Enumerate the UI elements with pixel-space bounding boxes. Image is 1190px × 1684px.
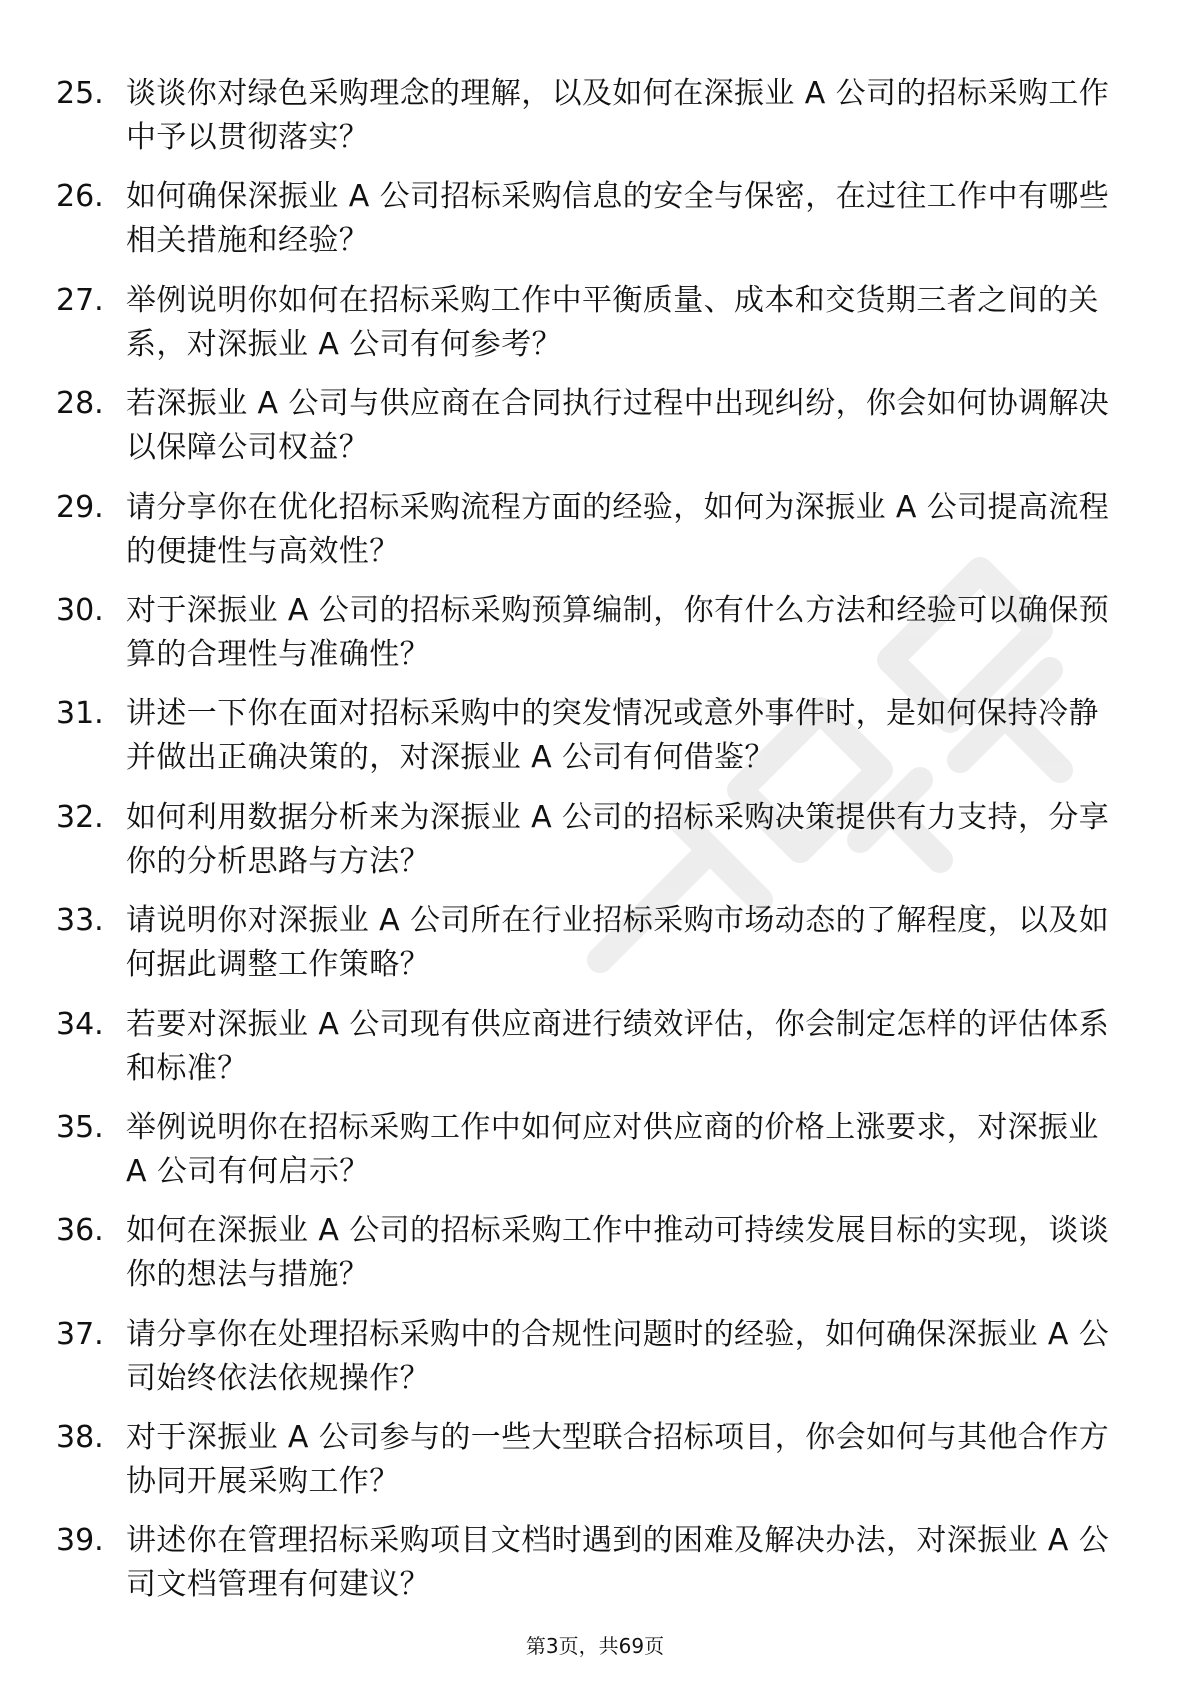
question-item [56, 692, 1116, 795]
question-number: 34. [56, 1006, 104, 1042]
question-text: 讲述一下你在面对招标采购中的突发情况或意外事件时，是如何保持冷静并做出正确决策的，对深振业 A 公司有何借鉴？ [126, 696, 1099, 776]
question-item [56, 589, 1116, 692]
question-text: 对于深振业 A 公司参与的一些大型联合招标项目，你会如何与其他合作方协同开展采购工作？ [126, 1420, 1110, 1500]
question-text: 谈谈你对绿色采购理念的理解，以及如何在深振业 A 公司的招标采购工作中予以贯彻落实？ [126, 76, 1110, 155]
question-text: 举例说明你在招标采购工作中如何应对供应商的价格上涨要求，对深振业 A 公司有何启示？ [126, 1109, 1099, 1189]
question-number: 30. [56, 592, 104, 628]
question-item [56, 486, 1116, 589]
question-item [56, 175, 1116, 278]
question-number: 27. [56, 282, 104, 318]
question-item [56, 382, 1116, 485]
question-text: 如何确保深振业 A 公司招标采购信息的安全与保密，在过往工作中有哪些相关措施和经验？ [126, 179, 1110, 259]
question-number: 32. [56, 799, 104, 835]
question-item [56, 1003, 1116, 1106]
question-text: 若要对深振业 A 公司现有供应商进行绩效评估，你会制定怎样的评估体系和标准？ [126, 1006, 1110, 1086]
question-item [56, 72, 1116, 175]
question-text: 请分享你在优化招标采购流程方面的经验，如何为深振业 A 公司提高流程的便捷性与高效性？ [126, 489, 1110, 569]
question-item [56, 1416, 1116, 1519]
question-number: 31. [56, 696, 104, 732]
question-text: 如何利用数据分析来为深振业 A 公司的招标采购决策提供有力支持，分享你的分析思路与方法？ [126, 799, 1110, 879]
question-number: 33. [56, 903, 104, 939]
question-number: 26. [56, 179, 104, 215]
question-text: 请分享你在处理招标采购中的合规性问题时的经验，如何确保深振业 A 公司始终依法依规操作？ [126, 1316, 1110, 1396]
question-text: 举例说明你如何在招标采购工作中平衡质量、成本和交货期三者之间的关系，对深振业 A 公司有何参考？ [126, 282, 1099, 362]
question-number: 37. [56, 1316, 104, 1352]
question-list [56, 72, 1116, 1623]
page-number: 第3页，共69页 [525, 1634, 665, 1658]
question-text: 若深振业 A 公司与供应商在合同执行过程中出现纠纷，你会如何协调解决以保障公司权益？ [126, 386, 1110, 466]
question-number: 36. [56, 1213, 104, 1249]
question-item [56, 899, 1116, 1002]
question-item [56, 1106, 1116, 1209]
question-item [56, 796, 1116, 899]
question-item [56, 1313, 1116, 1416]
question-text: 讲述你在管理招标采购项目文档时遇到的困难及解决办法，对深振业 A 公司文档管理有何建议？ [126, 1523, 1110, 1603]
question-text: 如何在深振业 A 公司的招标采购工作中推动可持续发展目标的实现，谈谈你的想法与措施？ [126, 1213, 1110, 1293]
question-number: 35. [56, 1109, 104, 1145]
question-text: 请说明你对深振业 A 公司所在行业招标采购市场动态的了解程度，以及如何据此调整工作策略？ [126, 903, 1110, 983]
question-number: 25. [56, 76, 104, 111]
question-text: 对于深振业 A 公司的招标采购预算编制，你有什么方法和经验可以确保预算的合理性与准确性？ [126, 592, 1110, 672]
question-item [56, 1519, 1116, 1622]
question-number: 39. [56, 1523, 104, 1559]
question-number: 38. [56, 1420, 104, 1456]
question-number: 29. [56, 489, 104, 525]
question-item [56, 279, 1116, 382]
question-item [56, 1209, 1116, 1312]
question-number: 28. [56, 386, 104, 422]
